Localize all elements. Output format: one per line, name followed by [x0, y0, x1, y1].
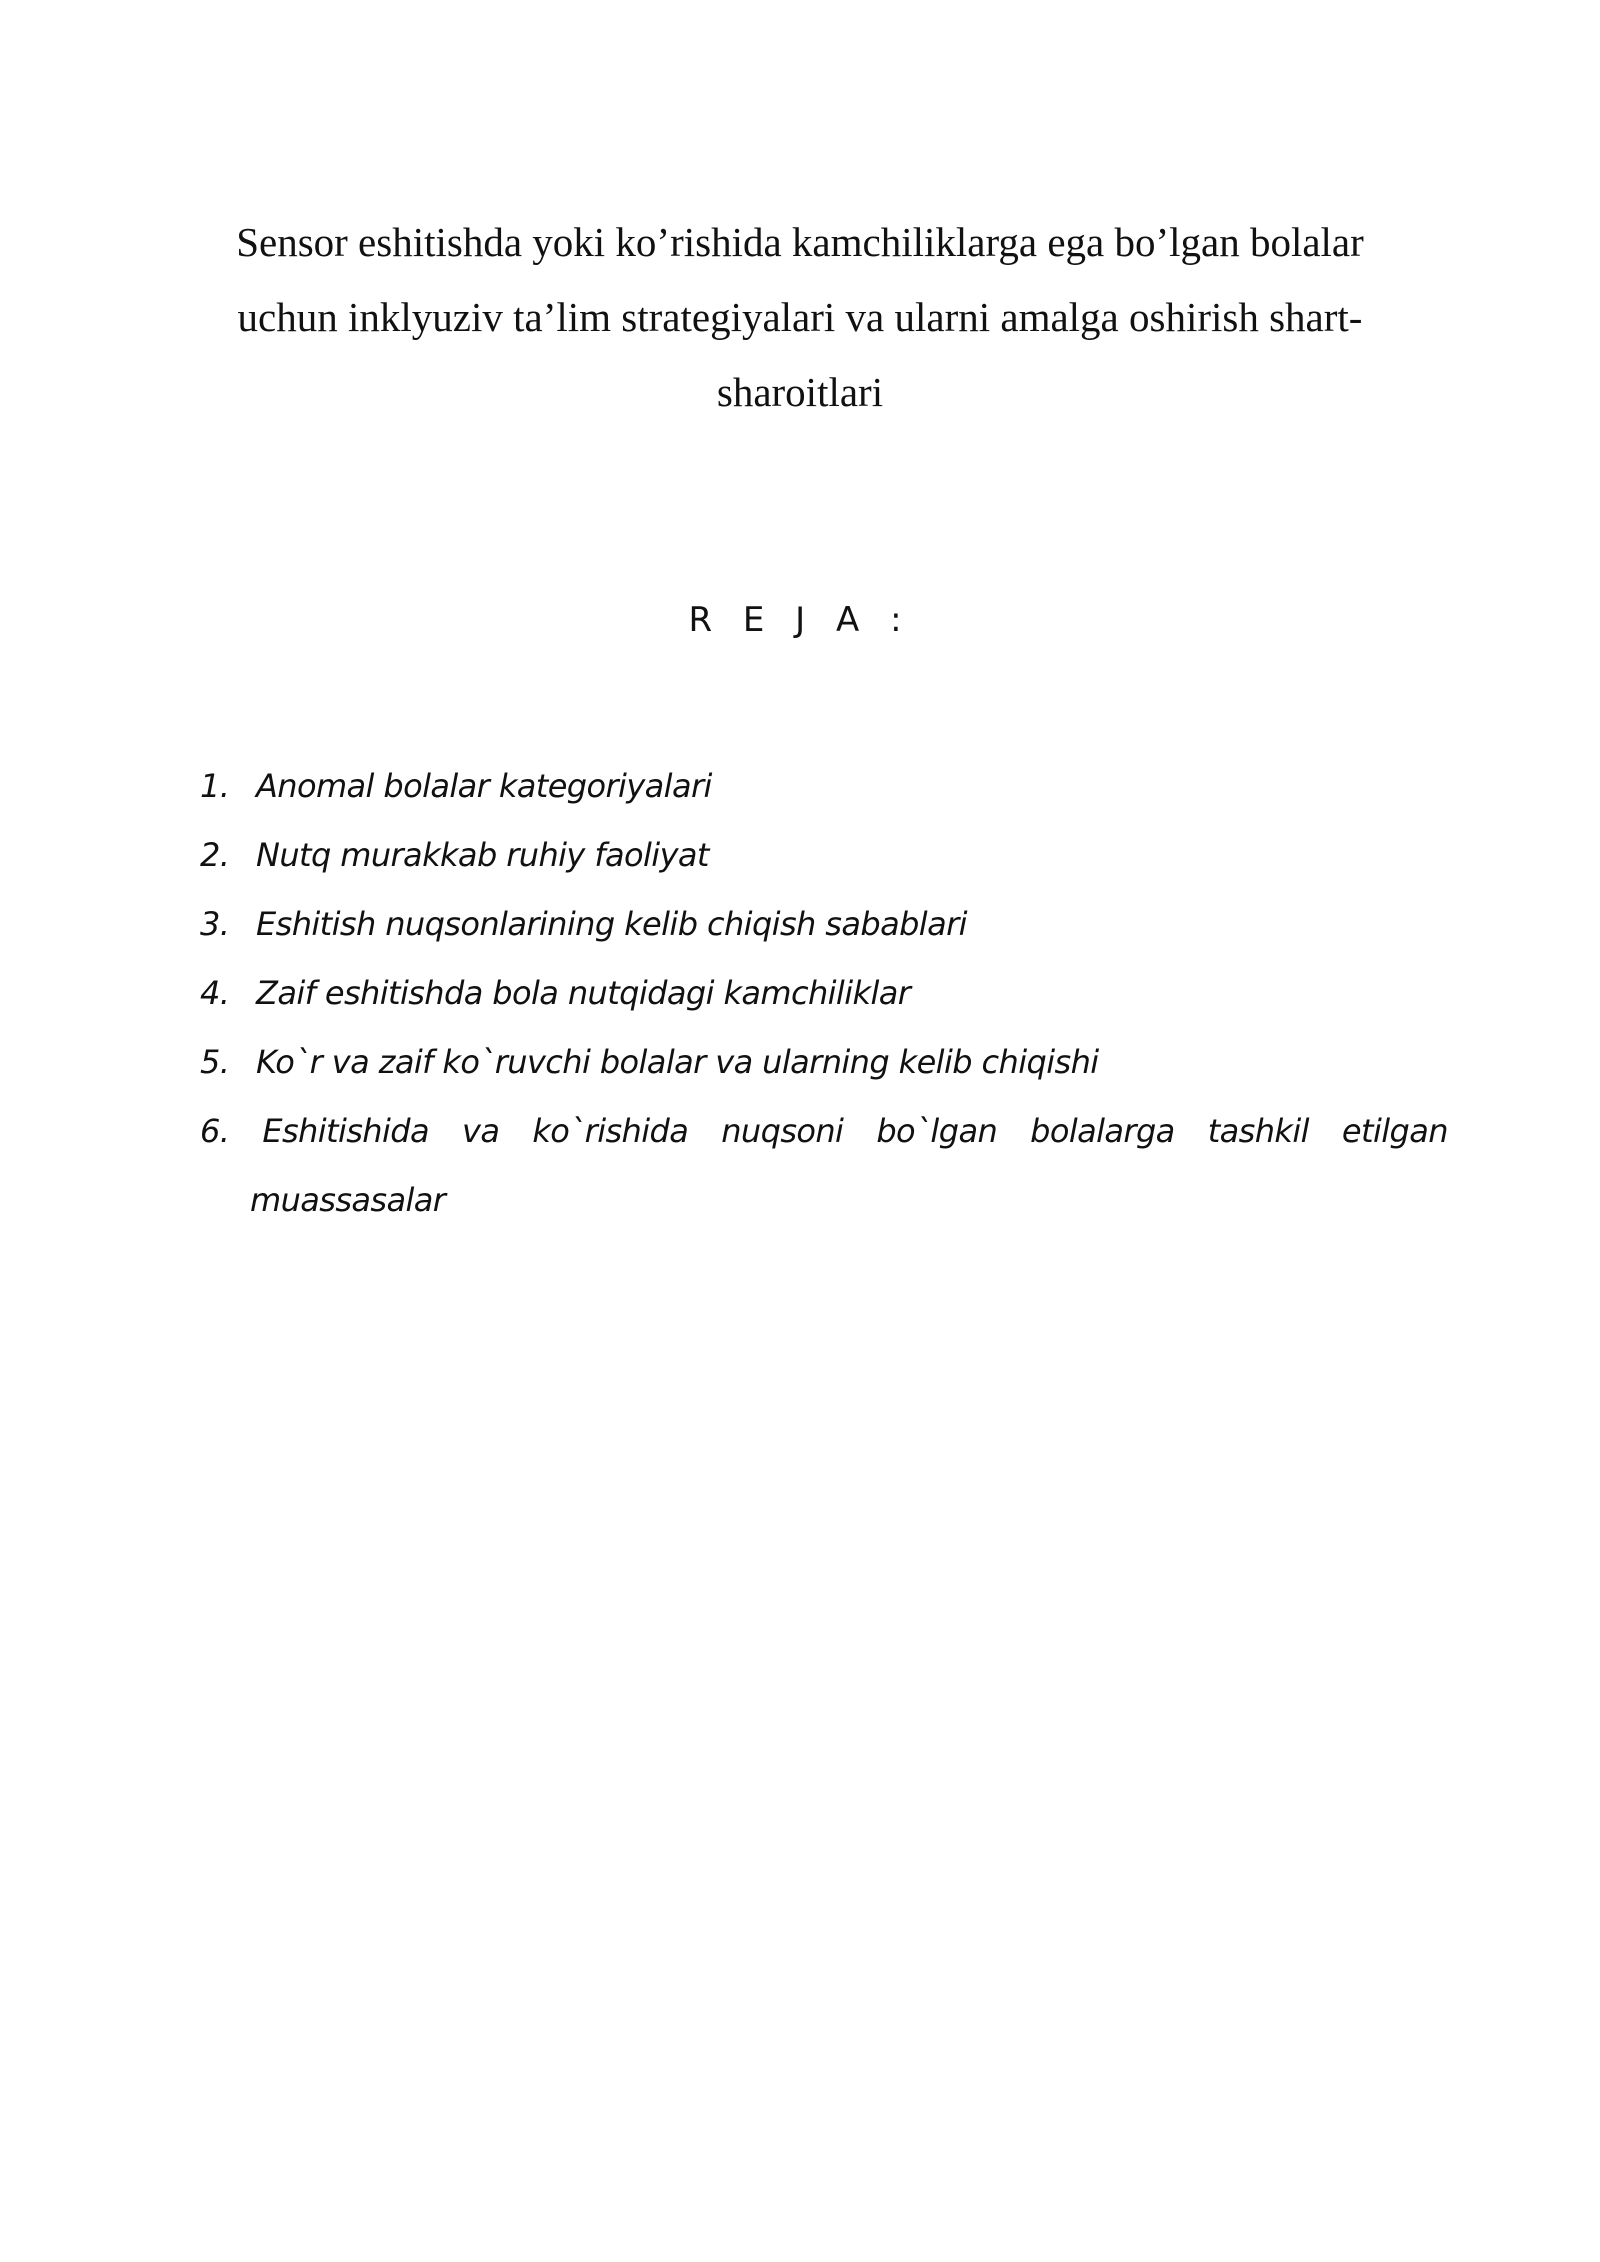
plan-item-word: bolalarga: [1030, 1112, 1175, 1150]
plan-item-word: nuqsoni: [721, 1112, 844, 1150]
plan-item-number: 1.: [200, 767, 230, 805]
plan-item: [200, 1028, 1448, 1097]
plan-item-number: 3.: [200, 905, 230, 943]
plan-item: [200, 959, 1448, 1028]
plan-item-text: Anomal bolalar kategoriyalari: [256, 767, 712, 805]
document-title: [180, 205, 1420, 430]
plan-item-word: etilgan: [1341, 1112, 1448, 1150]
plan-item-word: tashkil: [1207, 1112, 1309, 1150]
plan-item-first-line: [200, 1097, 1448, 1166]
plan-heading: R E J A :: [688, 600, 912, 640]
plan-item: [200, 890, 1448, 959]
title-line: uchun inklyuziv ta’lim strategiyalari va ularni amalga oshirish shart-: [237, 294, 1363, 340]
plan-item: [200, 1097, 1448, 1235]
title-line: sharoitlari: [716, 369, 884, 415]
plan-item: [200, 752, 1448, 821]
plan-item-text: Eshitish nuqsonlarining kelib chiqish sabablari: [256, 905, 967, 943]
plan-item-word: va: [461, 1112, 500, 1150]
plan-item-continuation: muassasalar: [250, 1181, 446, 1219]
plan-item-number: 4.: [200, 974, 230, 1012]
plan-item-text: Ko`r va zaif ko`ruvchi bolalar va ularning kelib chiqishi: [256, 1043, 1099, 1081]
plan-list: [200, 752, 1448, 1235]
plan-item-number: 6.: [200, 1112, 230, 1150]
plan-item-number: 2.: [200, 836, 230, 874]
plan-item-number: 5.: [200, 1043, 230, 1081]
plan-item-word: bo`lgan: [876, 1112, 998, 1150]
plan-item: [200, 821, 1448, 890]
plan-item-text: Nutq murakkab ruhiy faoliyat: [256, 836, 709, 874]
plan-item-text: Zaif eshitishda bola nutqidagi kamchiliklar: [256, 974, 911, 1012]
plan-item-word: Eshitishida: [262, 1112, 429, 1150]
plan-item-word: ko`rishida: [532, 1112, 689, 1150]
title-line: Sensor eshitishda yoki ko’rishida kamchiliklarga ega bo’lgan bolalar: [236, 219, 1364, 265]
